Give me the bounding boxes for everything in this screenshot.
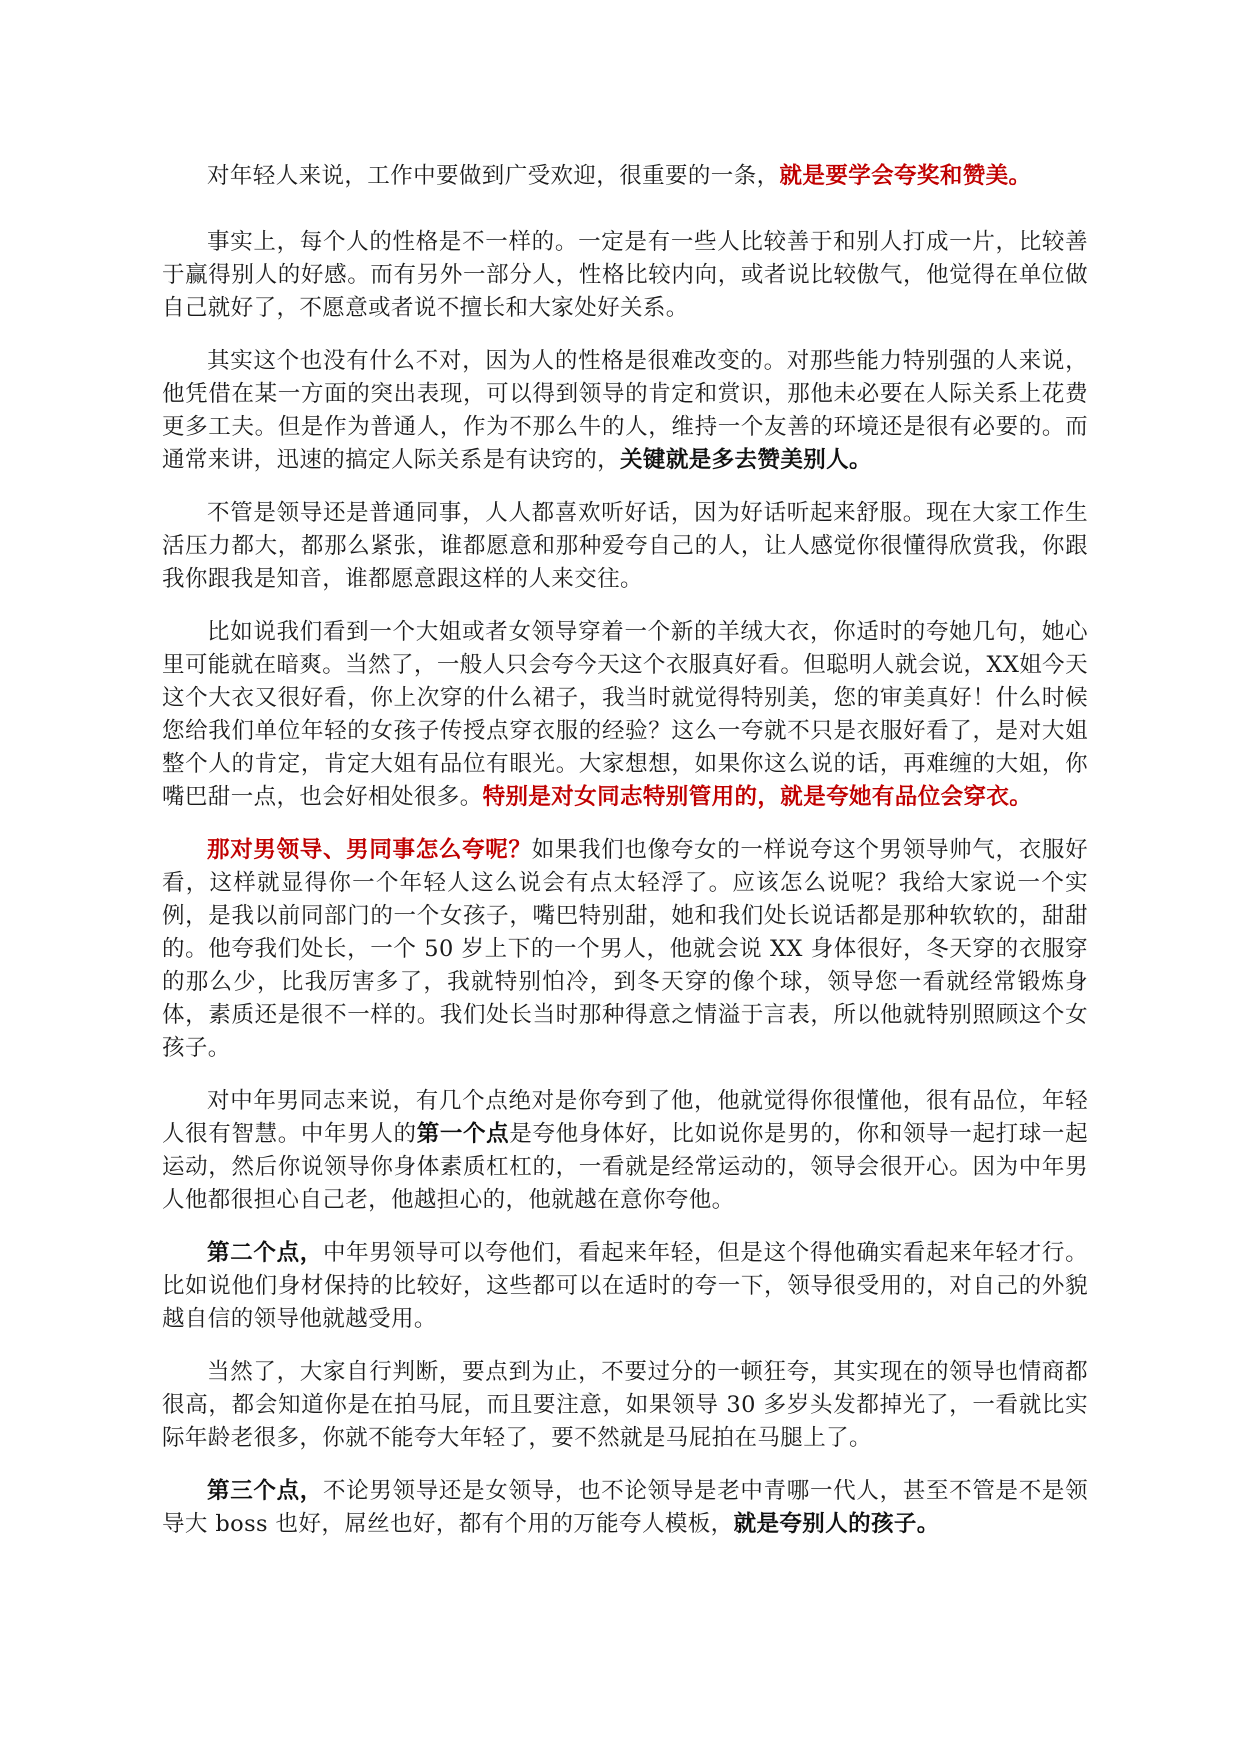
paragraph-5 (162, 616, 1088, 814)
paragraph-text: 对年轻人来说，工作中要做到广受欢迎，很重要的一条， (207, 163, 780, 189)
red-emphasis: 那对男领导、男同事怎么夸呢？ (207, 837, 532, 863)
paragraph-8 (162, 1237, 1088, 1336)
paragraph-text: 比如说我们看到一个大姐或者女领导穿着一个新的羊绒大衣，你适时的夸她几句，她心里可能就在暗爽。当然了，一般人只会夸今天这个衣服真好看。但聪明人就会说，XX姐今天这个大衣又很好看，你上次穿的什么裙子，我当时就觉得特别美，您的审美真好！什么时候您给我们单位年轻的女孩子传授点穿衣服的经验？这么一夸就不只是衣服好看了，是对大姐整个人的肯定，肯定大姐有品位有眼光。大家想想，如果你这么说的话，再难缠的大姐，你嘴巴甜一点，也会好相处很多。 (162, 619, 1088, 810)
paragraph-9 (162, 1356, 1088, 1455)
paragraph-text: 不论男领导还是女领导，也不论领导是老中青哪一代人，甚至不管是不是领导大 boss 也好，屌丝也好，都有个用的万能夸人模板， (162, 1478, 1088, 1537)
paragraph-text: 中年男领导可以夸他们，看起来年轻，但是这个得他确实看起来年轻才行。比如说他们身材保持的比较好，这些都可以在适时的夸一下，领导很受用的，对自己的外貌越自信的领导他就越受用。 (162, 1240, 1088, 1332)
paragraph-1 (162, 160, 1088, 193)
red-emphasis: 就是要学会夸奖和赞美。 (779, 163, 1032, 189)
paragraph-text: 当然了，大家自行判断，要点到为止，不要过分的一顿狂夸，其实现在的领导也情商都很高，都会知道你是在拍马屁，而且要注意，如果领导 30 多岁头发都掉光了，一看就比实际年龄老很多，你就不能夸大年轻了，要不然就是马屁拍在马腿上了。 (162, 1359, 1088, 1451)
paragraph-7 (162, 1085, 1088, 1217)
paragraph-text: 不管是领导还是普通同事，人人都喜欢听好话，因为好话听起来舒服。现在大家工作生活压力都大，都那么紧张，谁都愿意和那种爱夸自己的人，让人感觉你很懂得欣赏我，你跟我你跟我是知音，谁都愿意跟这样的人来交往。 (162, 500, 1088, 592)
red-emphasis: 特别是对女同志特别管用的，就是夸她有品位会穿衣。 (482, 784, 1033, 810)
paragraph-text: 其实这个也没有什么不对，因为人的性格是很难改变的。对那些能力特别强的人来说，他凭借在某一方面的突出表现，可以得到领导的肯定和赏识，那他未必要在人际关系上花费更多工夫。但是作为普通人，作为不那么牛的人，维持一个友善的环境还是很有必要的。而通常来讲，迅速的搞定人际关系是有诀窍的， (162, 348, 1088, 473)
bold-emphasis: 第三个点， (207, 1478, 323, 1504)
document-page (162, 160, 1088, 1561)
bold-emphasis: 第二个点， (207, 1240, 323, 1266)
bold-emphasis: 就是夸别人的孩子。 (733, 1511, 940, 1537)
paragraph-text: 如果我们也像夸女的一样说夸这个男领导帅气，衣服好看，这样就显得你一个年轻人这么说会有点太轻浮了。应该怎么说呢？我给大家说一个实例，是我以前同部门的一个女孩子，嘴巴特别甜，她和我们处长说话都是那种软软的，甜甜的。他夸我们处长，一个 50 岁上下的一个男人，他就会说 XX 身体很好，冬天穿的衣服穿的那么少，比我厉害多了，我就特别怕冷，到冬天穿的像个球，领导您一看就经常锻炼身体，素质还是很不一样的。我们处长当时那种得意之情溢于言表，所以他就特别照顾这个女孩子。 (162, 837, 1088, 1061)
paragraph-2 (162, 226, 1088, 325)
paragraph-3 (162, 345, 1088, 477)
bold-emphasis: 第一个点 (416, 1121, 510, 1147)
paragraph-text: 是夸他身体好，比如说你是男的，你和领导一起打球一起运动，然后你说领导你身体素质杠杠的，一看就是经常运动的，领导会很开心。因为中年男人他都很担心自己老，他越担心的，他就越在意你夸他。 (162, 1121, 1088, 1213)
paragraph-10 (162, 1475, 1088, 1541)
paragraph-text: 事实上，每个人的性格是不一样的。一定是有一些人比较善于和别人打成一片，比较善于赢得别人的好感。而有另外一部分人，性格比较内向，或者说比较傲气，他觉得在单位做自己就好了，不愿意或者说不擅长和大家处好关系。 (162, 229, 1088, 321)
paragraph-text: 对中年男同志来说，有几个点绝对是你夸到了他，他就觉得你很懂他，很有品位，年轻人很有智慧。中年男人的 (162, 1088, 1088, 1147)
paragraph-4 (162, 497, 1088, 596)
paragraph-6 (162, 834, 1088, 1065)
bold-emphasis: 关键就是多去赞美别人。 (620, 447, 872, 473)
